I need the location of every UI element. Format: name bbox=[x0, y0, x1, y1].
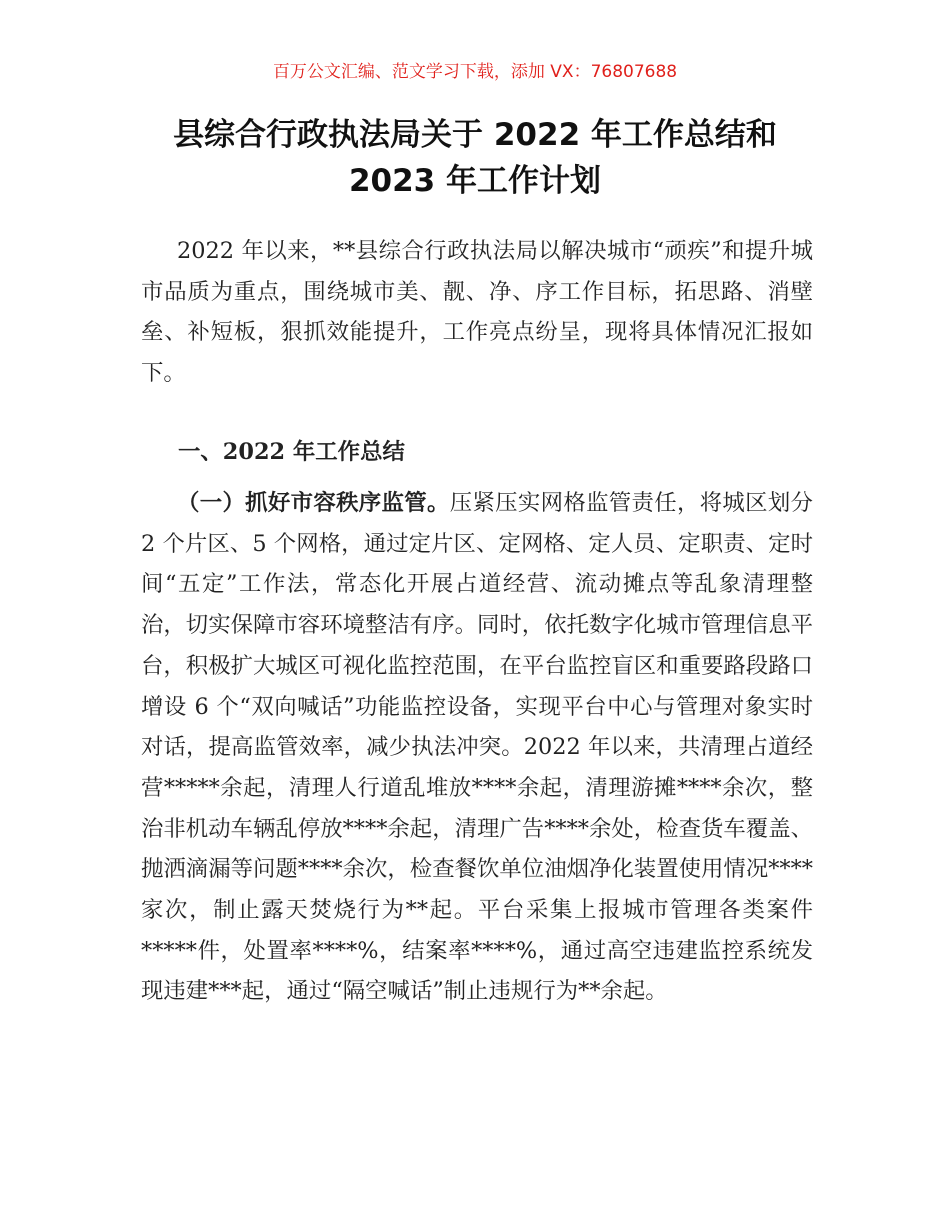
section-heading: 一、2022 年工作总结 bbox=[178, 439, 405, 465]
document-title bbox=[60, 112, 890, 204]
document-title-line-2: 2023 年工作计划 bbox=[348, 163, 602, 199]
paragraph-1-lead: （一）抓好市容秩序监管。 bbox=[177, 490, 450, 516]
intro-paragraph: 2022 年以来，**县综合行政执法局以解决城市“顽疾”和提升城市品质为重点，围绕城市美、靓、净、序工作目标，拓思路、消壁垒、补短板，狠抓效能提升，工作亮点纷呈，现将具体情况汇报如下。 bbox=[141, 238, 813, 387]
paragraph-1 bbox=[141, 483, 813, 1012]
document-title-line-1: 县综合行政执法局关于 2022 年工作总结和 bbox=[173, 117, 777, 153]
header-banner: 百万公文汇编、范文学习下载，添加 VX：76807688 bbox=[272, 62, 678, 82]
paragraph-1-body: 压紧压实网格监管责任，将城区划分 2 个片区、5 个网格，通过定片区、定网格、定人员、定职责、定时间“五定”工作法，常态化开展占道经营、流动摊点等乱象清理整治，切实保障市容环境整洁有序。同时，依托数字化城市管理信息平台，积极扩大城区可视化监控范围，在平台监控盲区和重要路段路口增设 6 个“双向喊话”功能监控设备，实现平台中心与管理对象实时对话，提高监管效率，减少执法冲突。2022 年以来，共清理占道经营*****余起，清理人行道乱堆放****余起，清理游摊****余次，整治非机动车辆乱停放****余起，清理广告****余处，检查货车覆盖、抛洒滴漏等问题****余次，检查餐饮单位油烟净化装置使用情况****家次，制止露天焚烧行为**起。平台采集上报城市管理各类案件*****件，处置率****%，结案率****%，通过高空违建监控系统发现违建***起，通过“隔空喊话”制止违规行为**余起。 bbox=[141, 490, 814, 1005]
